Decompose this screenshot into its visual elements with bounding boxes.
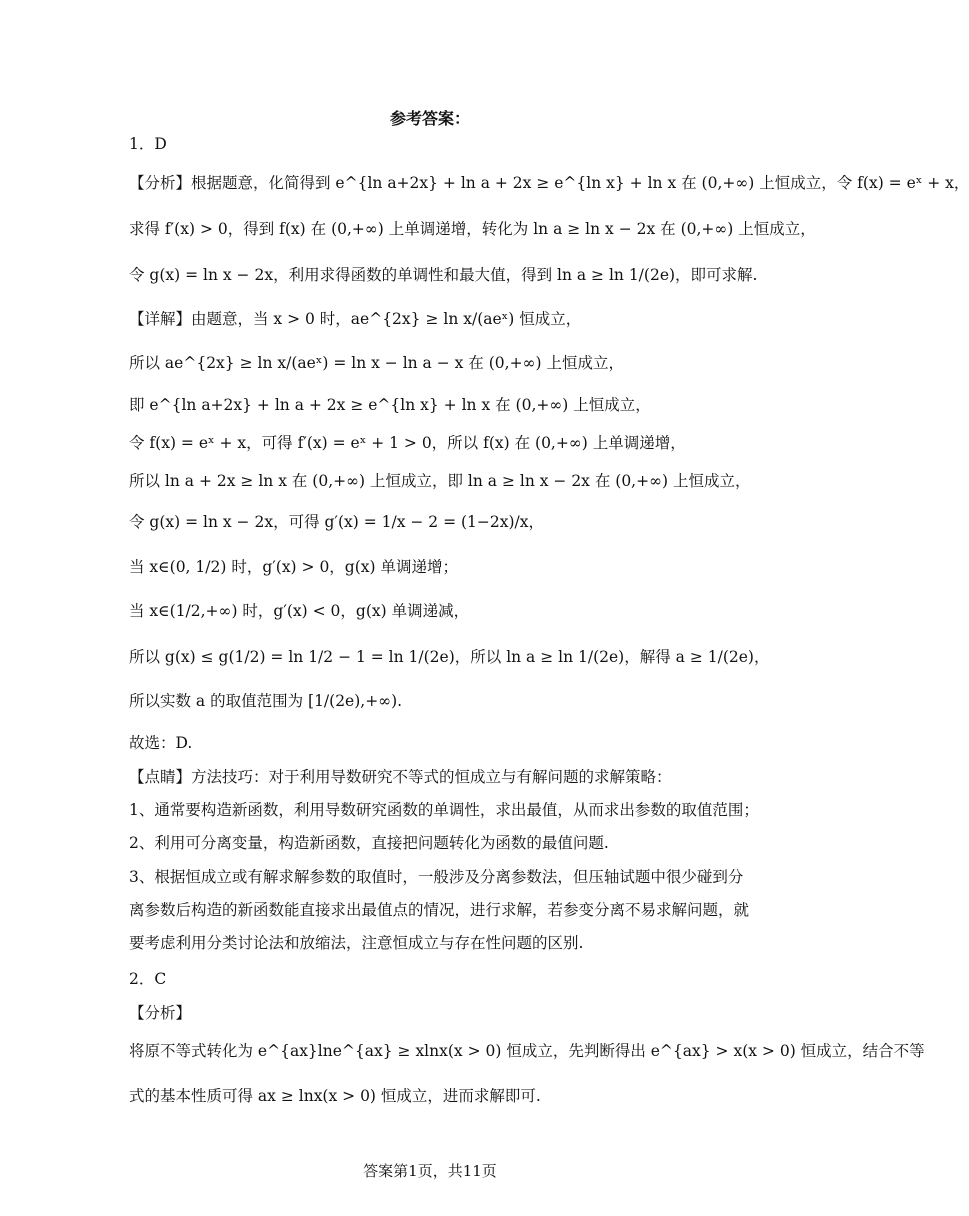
tip-2: 2、利用可分离变量，构造新函数，直接把问题转化为函数的最值问题.	[129, 834, 609, 852]
detail-line-4: 令 f(x) = eˣ + x，可得 f′(x) = eˣ + 1 > 0，所以 f(x) 在 (0,+∞) 上单调递增，	[129, 434, 686, 452]
tip-3-line-1: 3、根据恒成立或有解求解参数的取值时，一般涉及分离参数法，但压轴试题中很少碰到分	[129, 868, 744, 886]
tip-3-line-3: 要考虑利用分类讨论法和放缩法，注意恒成立与存在性问题的区别.	[129, 934, 584, 952]
answer-1-heading: 1．D	[129, 135, 167, 153]
detail-line-5: 所以 ln a + 2x ≥ ln x 在 (0,+∞) 上恒成立，即 ln a ≥ ln x − 2x 在 (0,+∞) 上恒成立，	[129, 472, 751, 490]
analysis-2-line-2: 式的基本性质可得 ax ≥ lnx(x > 0) 恒成立，进而求解即可.	[129, 1087, 541, 1105]
analysis-line-1: 【分析】根据题意，化简得到 e^{ln a+2x} + ln a + 2x ≥ e^{ln x} + ln x 在 (0,+∞) 上恒成立，令 f(x) = eˣ + x，	[129, 174, 969, 192]
page-title: 参考答案：	[389, 109, 470, 128]
detail-line-9: 所以 g(x) ≤ g(1/2) = ln 1/2 − 1 = ln 1/(2e)，所以 ln a ≥ ln 1/(2e)，解得 a ≥ 1/(2e)，	[129, 648, 770, 666]
analysis-2-line-1: 将原不等式转化为 e^{ax}lne^{ax} ≥ xlnx(x > 0) 恒成立，先判断得出 e^{ax} > x(x > 0) 恒成立，结合不等	[129, 1042, 925, 1060]
page-footer: 答案第1页，共11页	[363, 1162, 497, 1180]
detail-line-10: 所以实数 a 的取值范围为 [1/(2e),+∞).	[129, 692, 403, 710]
tip-1: 1、通常要构造新函数，利用导数研究函数的单调性，求出最值，从而求出参数的取值范围；	[129, 801, 759, 819]
analysis-line-2: 求得 f′(x) > 0，得到 f(x) 在 (0,+∞) 上单调递增，转化为 ln a ≥ ln x − 2x 在 (0,+∞) 上恒成立，	[129, 220, 816, 238]
detail-line-3: 即 e^{ln a+2x} + ln a + 2x ≥ e^{ln x} + ln x 在 (0,+∞) 上恒成立，	[129, 396, 651, 414]
tips-heading: 【点睛】方法技巧：对于利用导数研究不等式的恒成立与有解问题的求解策略：	[129, 768, 672, 786]
detail-line-6: 令 g(x) = ln x − 2x，可得 g′(x) = 1/x − 2 = (1−2x)/x，	[129, 513, 545, 531]
answer-2-heading: 2．C	[129, 970, 167, 988]
analysis-line-3: 令 g(x) = ln x − 2x，利用求得函数的单调性和最大值，得到 ln a ≥ ln 1/(2e)，即可求解.	[129, 266, 758, 284]
analysis-2-heading: 【分析】	[129, 1004, 192, 1022]
detail-line-1: 【详解】由题意，当 x > 0 时，ae^{2x} ≥ ln x/(aeˣ) 恒成立，	[129, 310, 582, 328]
detail-line-2: 所以 ae^{2x} ≥ ln x/(aeˣ) = ln x − ln a − x 在 (0,+∞) 上恒成立，	[129, 354, 624, 372]
conclusion-line: 故选：D.	[129, 734, 193, 752]
tip-3-line-2: 离参数后构造的新函数能直接求出最值点的情况，进行求解，若参变分离不易求解问题，就	[129, 901, 750, 919]
detail-line-8: 当 x∈(1/2,+∞) 时，g′(x) < 0，g(x) 单调递减，	[129, 602, 470, 620]
detail-line-7: 当 x∈(0, 1/2) 时，g′(x) > 0，g(x) 单调递增；	[129, 558, 458, 576]
